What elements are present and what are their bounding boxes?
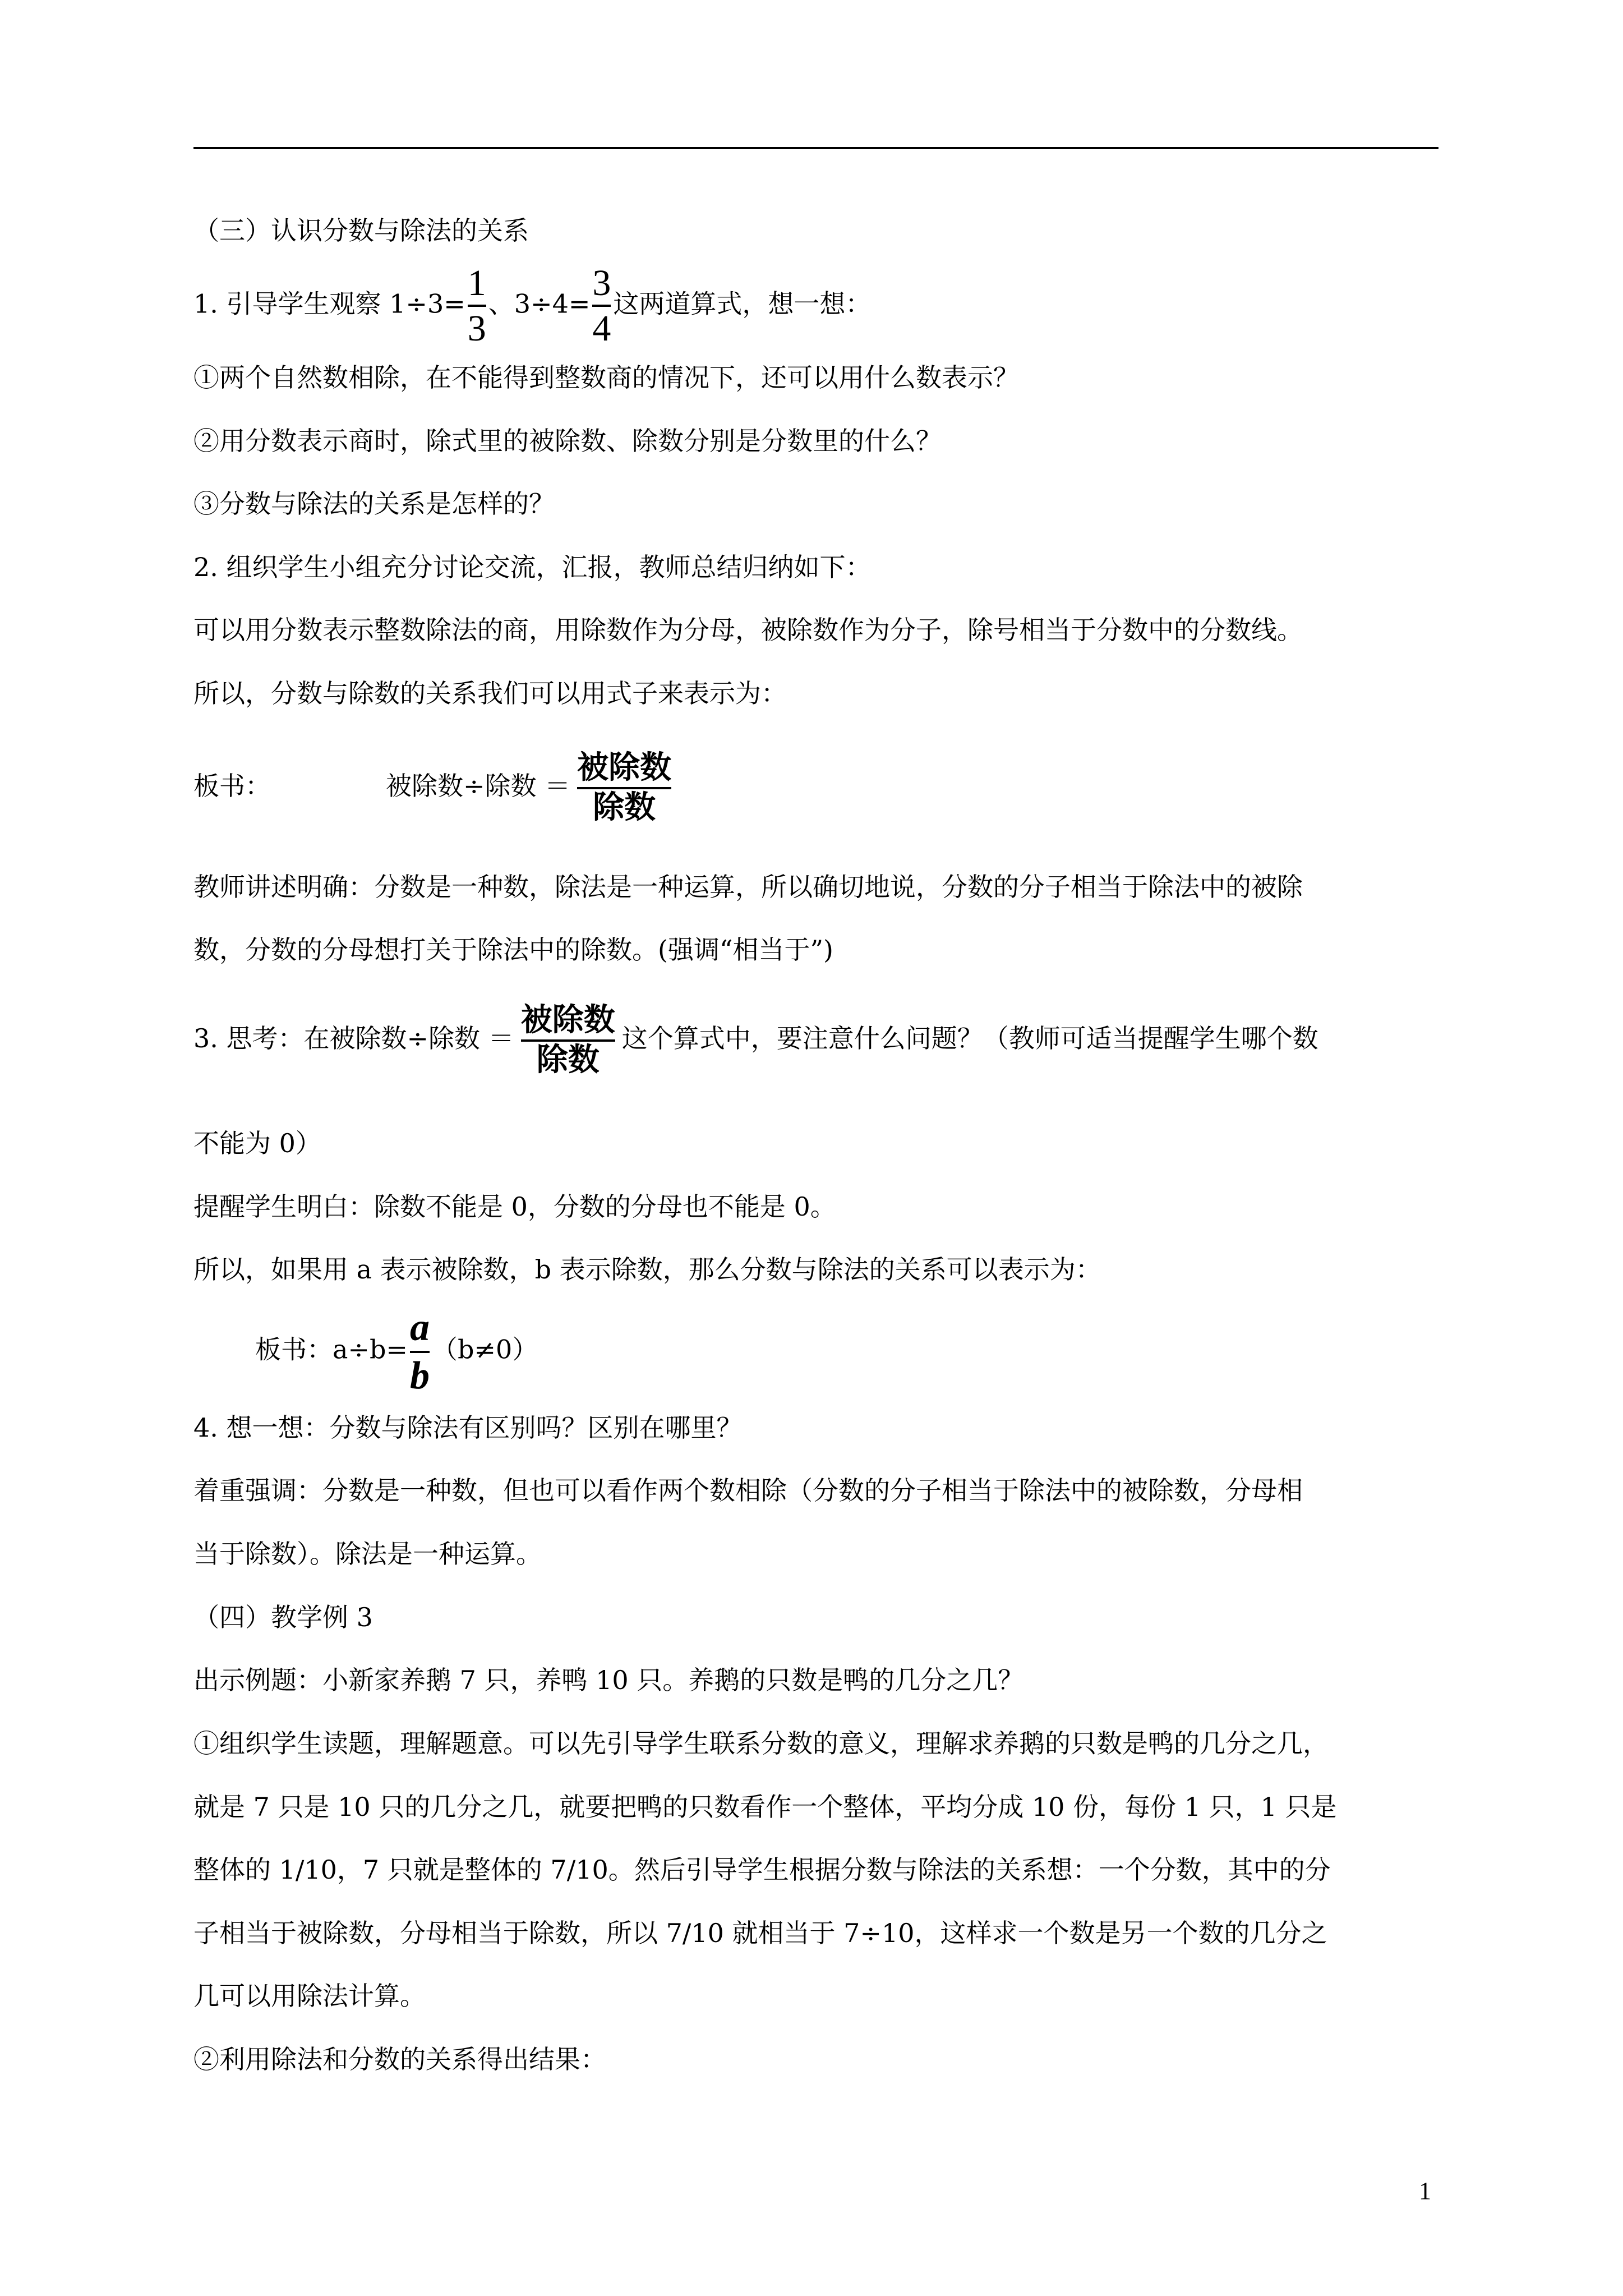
section-heading-3: （三）认识分数与除法的关系 — [193, 215, 529, 246]
board-expression: 被除数÷除数 ＝ — [386, 770, 571, 801]
paragraph-line-5: 几可以用除法计算。 — [193, 1981, 426, 2011]
fraction-one-third — [468, 264, 486, 348]
board-label: 板书： — [193, 770, 271, 801]
step-1-suffix: 这两道算式，想一想： — [613, 288, 872, 319]
fraction-bar — [410, 1351, 430, 1353]
relation-a-b: 所以，如果用 a 表示被除数，b 表示除数，那么分数与除法的关系可以表示为： — [193, 1254, 1101, 1285]
emphasis-line-2: 当于除数）。除法是一种运算。 — [193, 1539, 542, 1569]
fraction-numerator: 3 — [592, 263, 611, 303]
emphasis-line-1: 着重强调：分数是一种数，但也可以看作两个数相除（分数的分子相当于除法中的被除数，分母相 — [193, 1475, 1303, 1506]
example-problem: 出示例题：小新家养鹅 7 只，养鸭 10 只。养鹅的只数是鸭的几分之几？ — [193, 1665, 1024, 1695]
step-3-prefix: 3. 思考：在被除数÷除数 ＝ — [193, 1023, 514, 1053]
step-1-line — [193, 264, 871, 348]
fraction-denominator: 3 — [467, 308, 486, 349]
summary-line-1: 可以用分数表示整数除法的商，用除数作为分母，被除数作为分子，除号相当于分数中的分数线。 — [193, 615, 1303, 645]
reminder: 提醒学生明白：除数不能是 0，分数的分母也不能是 0。 — [193, 1191, 836, 1222]
paragraph-line-6: ②利用除法和分数的关系得出结果： — [193, 2044, 606, 2074]
summary-line-2: 所以，分数与除数的关系我们可以用式子来表示为： — [193, 678, 787, 708]
header-rule — [193, 147, 1438, 149]
fraction-denominator: 除数 — [593, 789, 656, 826]
page-number: 1 — [1419, 2177, 1431, 2205]
fraction-denominator: b — [409, 1354, 430, 1397]
step-4: 4. 想一想：分数与除法有区别吗？区别在哪里？ — [193, 1412, 743, 1443]
question-2: ②用分数表示商时，除式里的被除数、除数分别是分数里的什么？ — [193, 426, 942, 456]
fraction-three-quarters — [592, 264, 611, 348]
step-3-continued: 不能为 0） — [193, 1128, 321, 1158]
board-formula-2 — [255, 1307, 538, 1396]
fraction-denominator: 4 — [592, 308, 611, 349]
paragraph-line-2: 就是 7 只是 10 只的几分之几，就要把鸭的只数看作一个整体，平均分成 10 份，每份 1 只，1 只是 — [193, 1792, 1337, 1822]
board-2-suffix: （b≠0） — [431, 1334, 538, 1365]
paragraph-line-3: 整体的 1/10，7 只就是整体的 7/10。然后引导学生根据分数与除法的关系想：一个分数，其中的分 — [193, 1855, 1331, 1885]
fraction-dividend-over-divisor — [573, 749, 676, 826]
section-heading-4: （四）教学例 3 — [193, 1602, 373, 1632]
fraction-a-over-b — [410, 1307, 430, 1396]
fraction-bar — [592, 305, 611, 307]
fraction-numerator: a — [409, 1306, 430, 1349]
step-1-prefix: 1. 引导学生观察 1÷3= — [193, 288, 465, 319]
question-3: ③分数与除法的关系是怎样的？ — [193, 489, 555, 519]
board-2-prefix: 板书：a÷b= — [255, 1334, 408, 1365]
fraction-dividend-over-divisor — [517, 1004, 620, 1077]
fraction-bar — [468, 305, 486, 307]
paragraph-line-1: ①组织学生读题，理解题意。可以先引导学生联系分数的意义，理解求养鹅的只数是鸭的几分之几， — [193, 1728, 1329, 1759]
question-1: ①两个自然数相除，在不能得到整数商的情况下，还可以用什么数表示？ — [193, 362, 1019, 393]
board-formula-1 — [193, 749, 678, 826]
paragraph-line-4: 子相当于被除数，分母相当于除数，所以 7/10 就相当于 7÷10，这样求一个数是另一个数的几分之 — [193, 1918, 1327, 1948]
fraction-denominator: 除数 — [536, 1041, 600, 1078]
step-2: 2. 组织学生小组充分讨论交流，汇报，教师总结归纳如下： — [193, 552, 872, 582]
fraction-numerator: 1 — [467, 263, 486, 303]
fraction-numerator: 被除数 — [577, 749, 672, 786]
teacher-explanation-2: 数，分数的分母想打关于除法中的除数。(强调“相当于”) — [193, 935, 833, 965]
step-3-line — [193, 1004, 1318, 1077]
fraction-numerator: 被除数 — [520, 1002, 615, 1038]
step-3-suffix: 这个算式中，要注意什么问题？（教师可适当提醒学生哪个数 — [621, 1023, 1318, 1053]
step-1-mid: 、3÷4= — [488, 288, 591, 319]
teacher-explanation-1: 教师讲述明确：分数是一种数，除法是一种运算，所以确切地说，分数的分子相当于除法中的被除 — [193, 872, 1303, 902]
